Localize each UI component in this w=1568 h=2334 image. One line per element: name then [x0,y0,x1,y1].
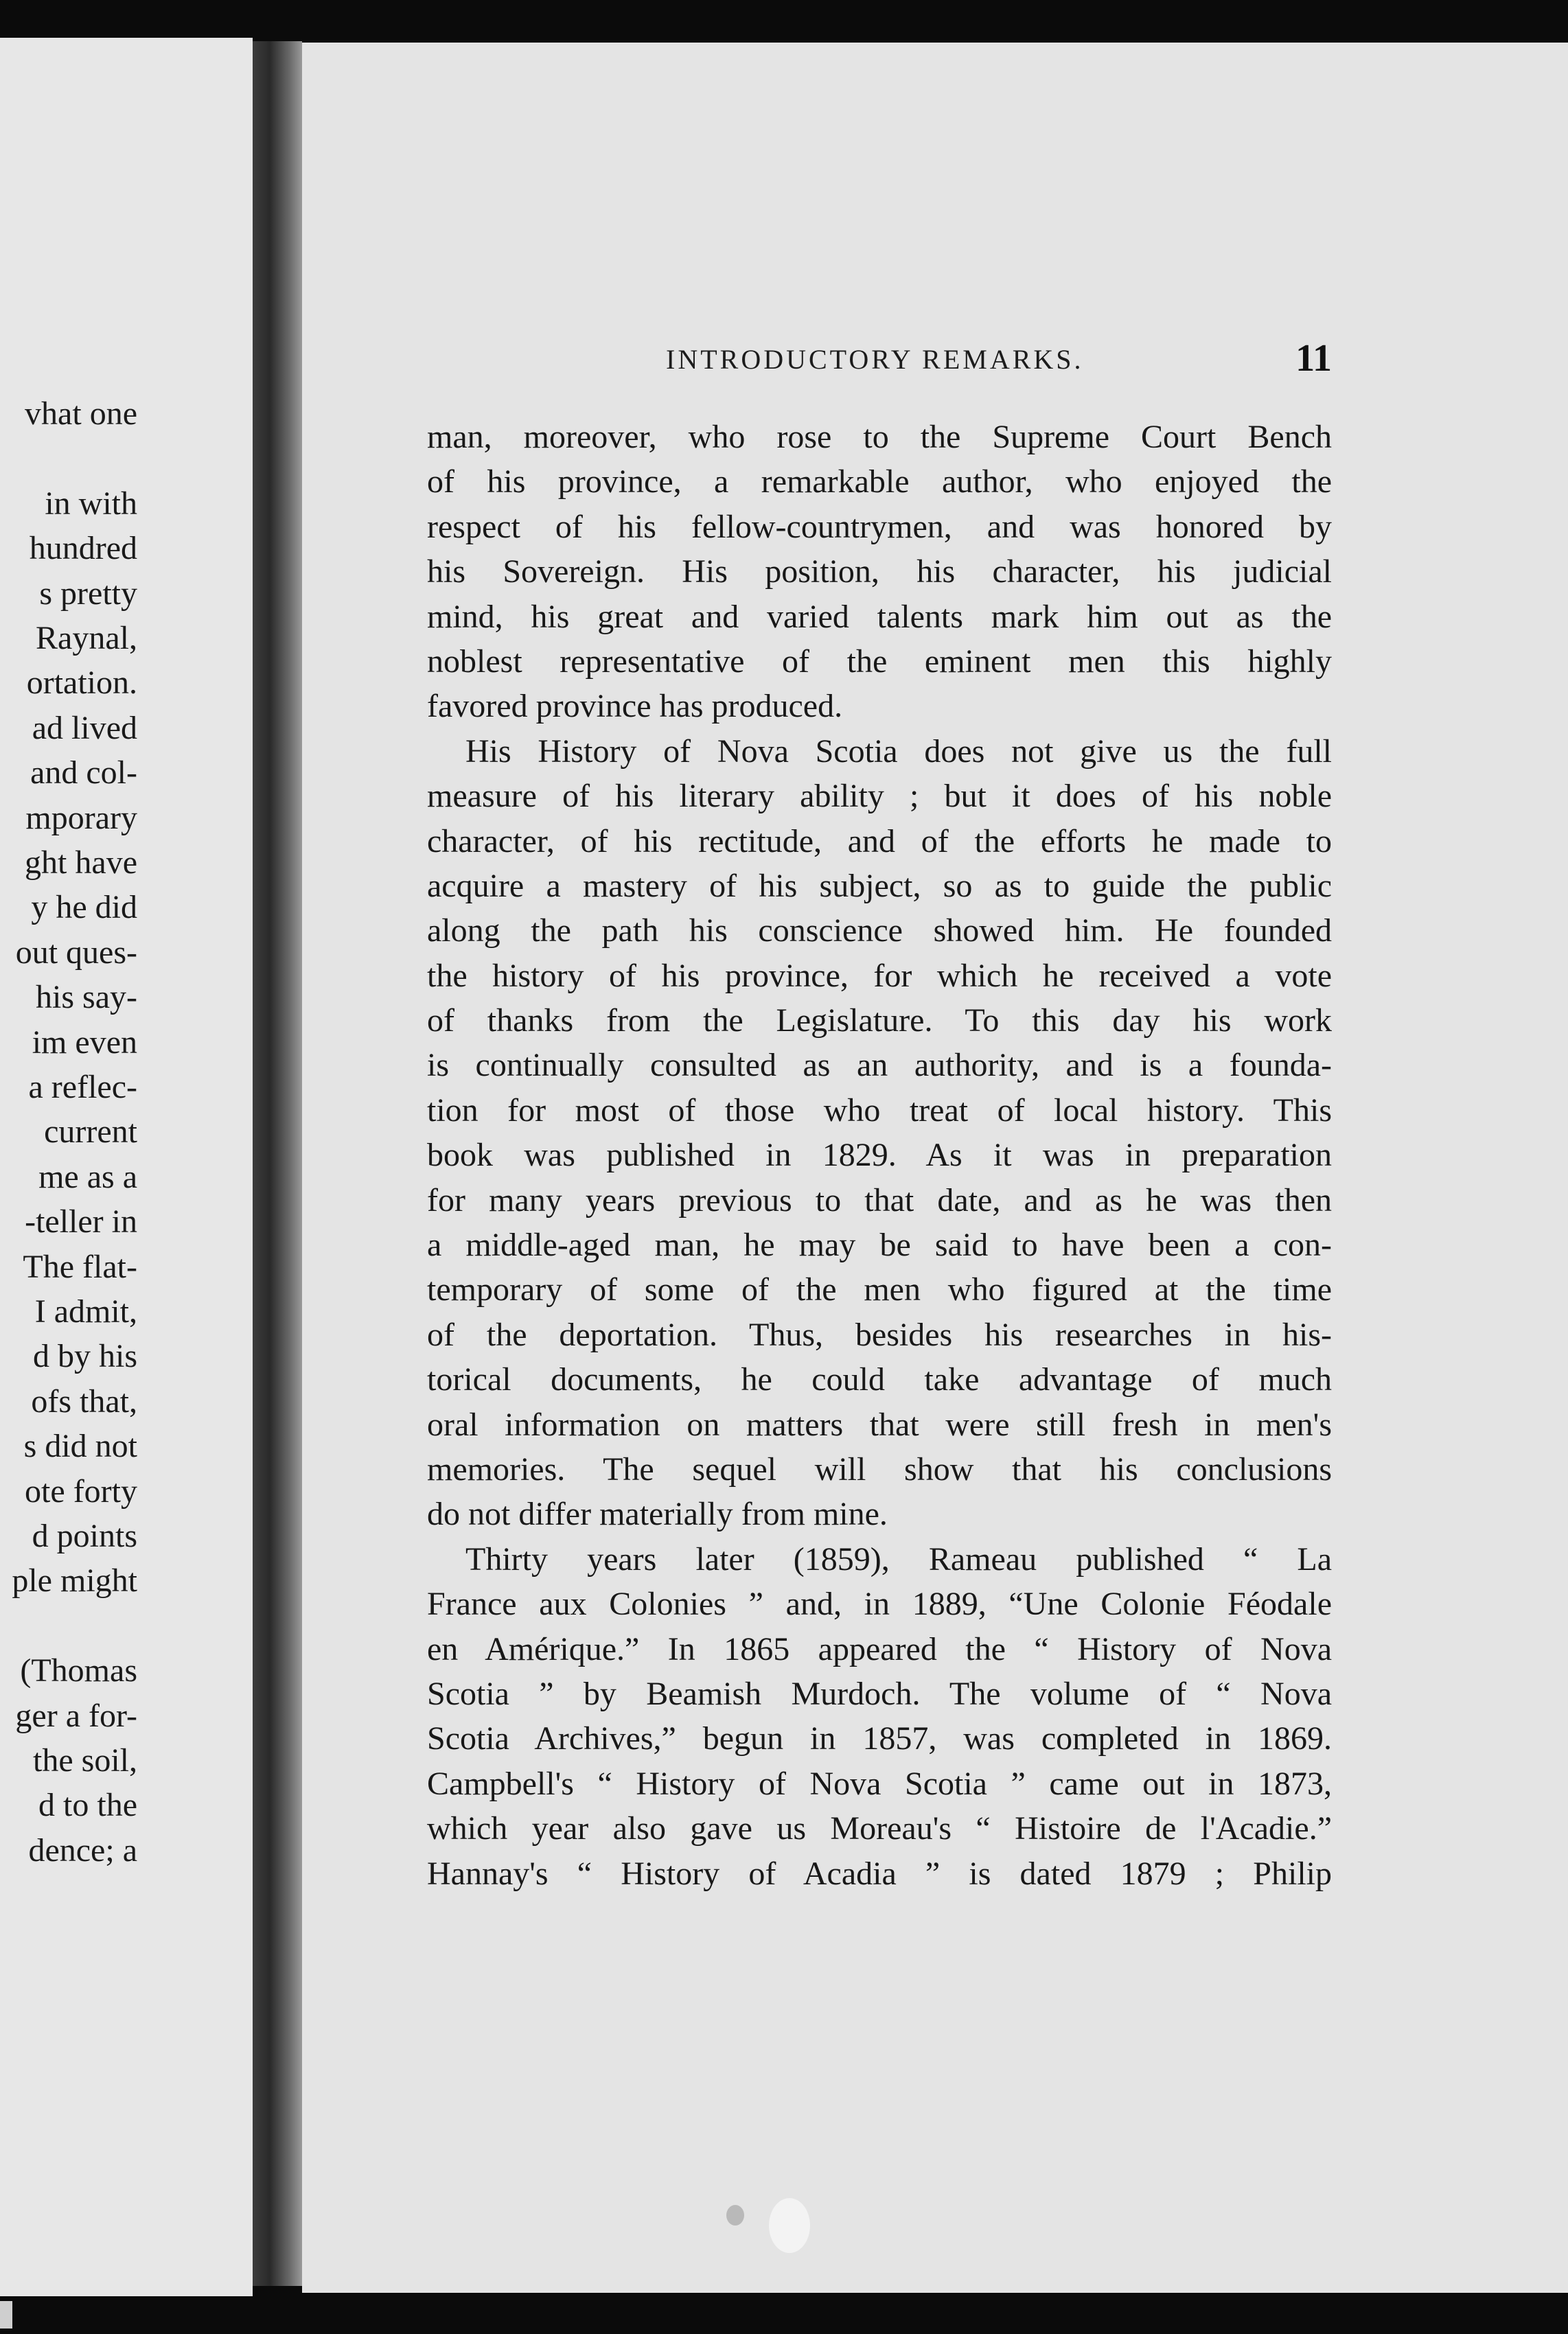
text-line: Scotia Archives,” begun in 1857, was completed in 1869. [427,1720,1332,1757]
left-page-line: ortation. [26,665,137,702]
running-head: INTRODUCTORY REMARKS. [666,344,1084,375]
page-spot [726,2205,744,2226]
text-line: of his province, a remarkable author, who enjoyed the [427,463,1332,500]
left-page-line: Raynal, [36,620,137,656]
left-page-line: ad lived [32,709,137,746]
left-page-line: s pretty [39,575,137,612]
book-gutter [253,41,302,2286]
page-header [666,337,1332,384]
left-page-line: ple might [12,1562,137,1599]
left-page-line: The flat- [23,1248,137,1285]
page-smudge [769,2198,810,2253]
left-page-line: d by his [32,1338,137,1375]
body-text [427,415,1332,1896]
text-line: oral information on matters that were still fresh in men's [427,1406,1332,1443]
text-line: en Amérique.” In 1865 appeared the “ History of Nova [427,1630,1332,1667]
left-page-line: d to the [38,1787,137,1824]
left-page-line: a reflec- [28,1069,137,1105]
left-page-line: y he did [31,889,137,926]
text-line: favored province has produced. [427,688,843,725]
left-page-line: d points [32,1518,137,1554]
left-page-line: his say- [36,979,137,1016]
text-line: for many years previous to that date, and as he was then [427,1181,1332,1218]
left-page-line: im even [32,1024,137,1061]
left-page-line: ger a for- [15,1697,137,1734]
left-page-line: dence; a [28,1832,137,1869]
text-line: character, of his rectitude, and of the efforts he made to [427,822,1332,859]
text-line: mind, his great and varied talents mark him out as the [427,598,1332,635]
text-line: measure of his literary ability ; but it does of his noble [427,778,1332,815]
left-page-line: current [44,1113,137,1151]
left-page-line: me as a [38,1158,137,1195]
text-line: along the path his conscience showed him. He founded [427,912,1332,949]
text-line: man, moreover, who rose to the Supreme Court Bench [427,419,1332,455]
text-line: France aux Colonies ” and, in 1889, “Une Colonie Féodale [427,1586,1332,1623]
left-page-line: vhat one [25,395,137,432]
left-page-line: out ques- [15,934,137,971]
text-line: Thirty years later (1859), Rameau published “ La [465,1540,1332,1578]
left-page-line: ght have [25,844,137,881]
text-line: torical documents, he could take advantage of much [427,1361,1332,1398]
text-line: of thanks from the Legislature. To this day his work [427,1002,1332,1039]
text-line: His History of Nova Scotia does not give us the full [465,732,1332,770]
text-line: a middle-aged man, he may be said to have been a con- [427,1227,1332,1264]
page-number: 11 [1295,337,1332,380]
text-line: is continually consulted as an authority, and is a founda- [427,1047,1332,1084]
left-page-line: in with [45,485,137,522]
text-line: book was published in 1829. As it was in preparation [427,1137,1332,1174]
left-page-line: (Thomas [20,1652,137,1689]
scan-corner-mark [0,2301,12,2329]
text-line: memories. The sequel will show that his conclusions [427,1451,1332,1488]
text-line: do not differ materially from mine. [427,1496,888,1533]
text-line: temporary of some of the men who figured at the time [427,1271,1332,1308]
left-page-line: hundred [29,530,137,567]
text-line: which year also gave us Moreau's “ Histoire de l'Acadie.” [427,1810,1332,1847]
text-line: Hannay's “ History of Acadia ” is dated 1879 ; Philip [427,1855,1332,1892]
text-line: the history of his province, for which he received a vote [427,957,1332,994]
text-line: Campbell's “ History of Nova Scotia ” came out in 1873, [427,1765,1332,1802]
left-page-line: mporary [25,799,137,836]
left-page-line: ote forty [25,1472,137,1510]
text-line: his Sovereign. His position, his character, his judicial [427,553,1332,590]
left-page [0,38,253,2296]
text-line: of the deportation. Thus, besides his researches in his- [427,1316,1332,1353]
text-line: noblest representative of the eminent men this highly [427,643,1332,680]
text-line: Scotia ” by Beamish Murdoch. The volume of “ Nova [427,1675,1332,1712]
text-line: tion for most of those who treat of local history. This [427,1091,1332,1129]
left-page-line: ofs that, [31,1383,137,1420]
text-line: acquire a mastery of his subject, so as to guide the public [427,867,1332,904]
text-line: respect of his fellow-countrymen, and was honored by [427,508,1332,545]
left-page-line: -teller in [25,1203,137,1240]
left-page-line: s did not [23,1428,137,1465]
left-page-line: and col- [30,754,137,792]
left-page-line: the soil, [33,1742,137,1779]
left-page-line: I admit, [34,1293,137,1330]
